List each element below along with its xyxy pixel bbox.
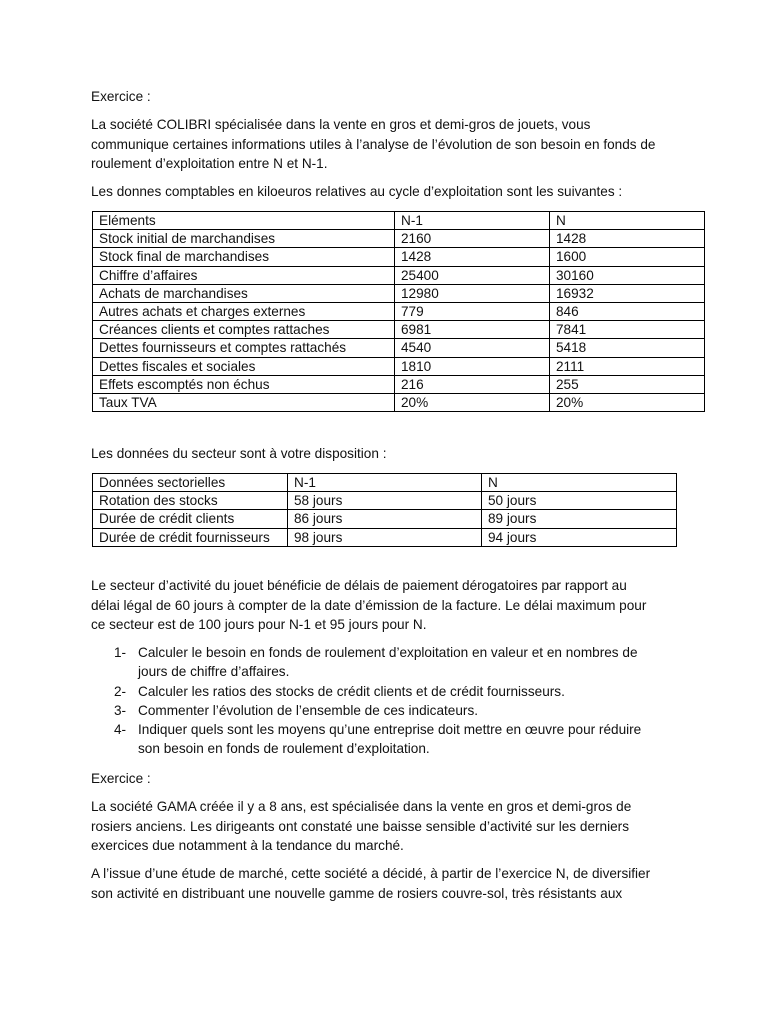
table-cell: 50 jours [482,492,677,510]
table-cell: 2111 [550,357,705,375]
table-cell: Achats de marchandises [93,284,395,302]
table-header-row [93,474,677,492]
questions-list [91,643,658,759]
table-cell: Rotation des stocks [93,492,288,510]
accounting-data-table [92,211,705,412]
table1-caption: Les donnes comptables en kiloeuros relatives au cycle d’exploitation sont les suivantes : [91,184,623,199]
table-header-cell: Données sectorielles [93,474,288,492]
table-cell: 1810 [395,357,550,375]
list-item [91,643,658,682]
table-row [93,510,677,528]
table-header-cell: N-1 [395,212,550,230]
table-cell: 1428 [395,248,550,266]
sector-data-table [92,473,677,547]
table-cell: 58 jours [288,492,482,510]
table-cell: 86 jours [288,510,482,528]
table-row [93,339,705,357]
exercise-heading: Exercice : [91,89,151,104]
list-text: Calculer le besoin en fonds de roulement d’exploitation en valeur et en nombres de jours de chiffre d’affaires. [138,645,638,680]
list-number: 3- [114,702,127,718]
table-header-cell: N-1 [288,474,482,492]
list-text: Indiquer quels sont les moyens qu’une entreprise doit mettre en œuvre pour réduire son besoin en fonds de roulement d’exploitation. [138,722,642,757]
exercise2-heading: Exercice : [91,771,151,786]
list-text: Calculer les ratios des stocks de crédit clients et de crédit fournisseurs. [138,683,565,699]
table-row [93,393,705,411]
table-cell: Dettes fiscales et sociales [93,357,395,375]
table-cell: Créances clients et comptes rattaches [93,321,395,339]
list-text: Commenter l’évolution de l’ensemble de ces indicateurs. [138,702,479,718]
table-header-cell: N [550,212,705,230]
table-cell: 216 [395,375,550,393]
table-cell: 2160 [395,230,550,248]
table-cell: 6981 [395,321,550,339]
table-cell: Autres achats et charges externes [93,302,395,320]
table-cell: Stock final de marchandises [93,248,395,266]
table-header-row [93,212,705,230]
table-cell: 94 jours [482,528,677,546]
table-cell: 846 [550,302,705,320]
table-cell: 7841 [550,321,705,339]
table-cell: 98 jours [288,528,482,546]
table-row [93,321,705,339]
table-row [93,375,705,393]
table-row [93,357,705,375]
table-cell: 4540 [395,339,550,357]
table-cell: 20% [395,393,550,411]
table-cell: 1428 [550,230,705,248]
list-item [91,720,658,759]
intro-paragraph: La société COLIBRI spécialisée dans la vente en gros et demi-gros de jouets, vous communique certaines informations utiles à l’analyse de l’évolution de son besoin en fonds de roulement d’exploitation entre N et N-1. [91,117,656,171]
table-cell: 779 [395,302,550,320]
table-cell: 16932 [550,284,705,302]
table-row [93,284,705,302]
table-cell: 20% [550,393,705,411]
table-cell: 89 jours [482,510,677,528]
list-number: 4- [114,722,127,738]
table-cell: Chiffre d’affaires [93,266,395,284]
table-cell: 255 [550,375,705,393]
table-header-cell: N [482,474,677,492]
table-row [93,302,705,320]
list-number: 1- [114,645,127,660]
table-cell: Durée de crédit clients [93,510,288,528]
exercise2-paragraph-1: La société GAMA créée il y a 8 ans, est spécialisée dans la vente en gros et demi-gros de rosiers anciens. Les dirigeants ont constaté une baisse sensible d’activité sur les derniers exercices due notamment à la tendance du marché. [91,799,632,853]
list-number: 2- [114,683,127,699]
exercise2-paragraph-2: A l’issue d’une étude de marché, cette société a décidé, à partir de l’exercice N, de diversifier son activité en distribuant une nouvelle gamme de rosiers couvre-sol, très résistants aux [91,866,651,901]
table2-caption: Les données du secteur sont à votre disposition : [91,446,387,461]
table-cell: 25400 [395,266,550,284]
table-row [93,528,677,546]
table-cell: Effets escomptés non échus [93,375,395,393]
table-row [93,248,705,266]
list-item [91,701,658,720]
table-cell: 30160 [550,266,705,284]
list-item [91,682,658,701]
sector-paragraph: Le secteur d’activité du jouet bénéficie de délais de paiement dérogatoires par rapport au délai légal de 60 jours à compter de la date d’émission de la facture. Le délai maximum pour ce secteur est de 100 jours pour N-1 et 95 jours pour N. [91,578,647,632]
table-row [93,230,705,248]
table-cell: Dettes fournisseurs et comptes rattachés [93,339,395,357]
table-row [93,492,677,510]
table-cell: Taux TVA [93,393,395,411]
table-cell: 12980 [395,284,550,302]
table-cell: 1600 [550,248,705,266]
table-cell: Durée de crédit fournisseurs [93,528,288,546]
table-cell: Stock initial de marchandises [93,230,395,248]
table-row [93,266,705,284]
table-header-cell: Eléments [93,212,395,230]
table-cell: 5418 [550,339,705,357]
